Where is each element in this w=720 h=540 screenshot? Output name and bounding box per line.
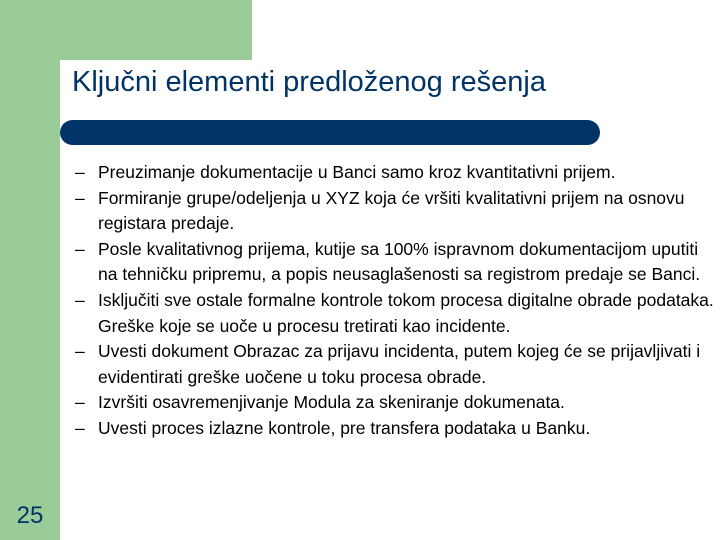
bullet-text: Posle kvalitativnog prijema, kutije sa 100% ispravnom dokumentacijom uputiti na tehničku pripremu, a popis neusaglašenosti sa registrom predaje se Banci.: [98, 238, 701, 285]
dash-marker: –: [75, 187, 85, 208]
bullet-item: [70, 288, 715, 339]
bullet-text: Formiranje grupe/odeljenja u XYZ koja će vršiti kvalitativni prijem na osnovu registara predaje.: [98, 187, 685, 234]
dash-marker: –: [75, 341, 85, 362]
dash-marker: –: [75, 392, 85, 413]
title-underline-bar: [60, 120, 600, 145]
bullet-text: Uvesti dokument Obrazac za prijavu incidenta, putem kojeg će se prijavljivati i evidentirati greške uočene u toku procesa obrade.: [98, 341, 701, 387]
bullet-text: Preuzimanje dokumentacije u Banci samo kroz kvantitativni prijem.: [98, 162, 616, 182]
bullet-text: Izvršiti osavremenjivanje Modula za skeniranje dokumenata.: [98, 392, 565, 413]
bullet-item: [70, 416, 715, 442]
bullet-item: [70, 390, 715, 416]
dash-marker: –: [75, 417, 85, 438]
slide-number: 25: [16, 502, 44, 529]
dash-marker: –: [75, 162, 85, 182]
bullet-text: Uvesti proces izlazne kontrole, pre transfera podataka u Banku.: [98, 417, 591, 438]
bullet-text: Isključiti sve ostale formalne kontrole tokom procesa digitalne obrade podataka. Greške koje se uoče u procesu tretirati kao incidente.: [98, 289, 714, 336]
dash-marker: –: [75, 289, 85, 310]
slide-title: Ključni elementi predloženog rešenja: [72, 66, 546, 98]
bullet-item: [70, 339, 715, 390]
bullet-item: [70, 186, 715, 237]
bullet-list: [70, 160, 715, 442]
bullet-item: [70, 237, 715, 288]
bullet-item: [70, 160, 715, 186]
dash-marker: –: [75, 238, 85, 259]
